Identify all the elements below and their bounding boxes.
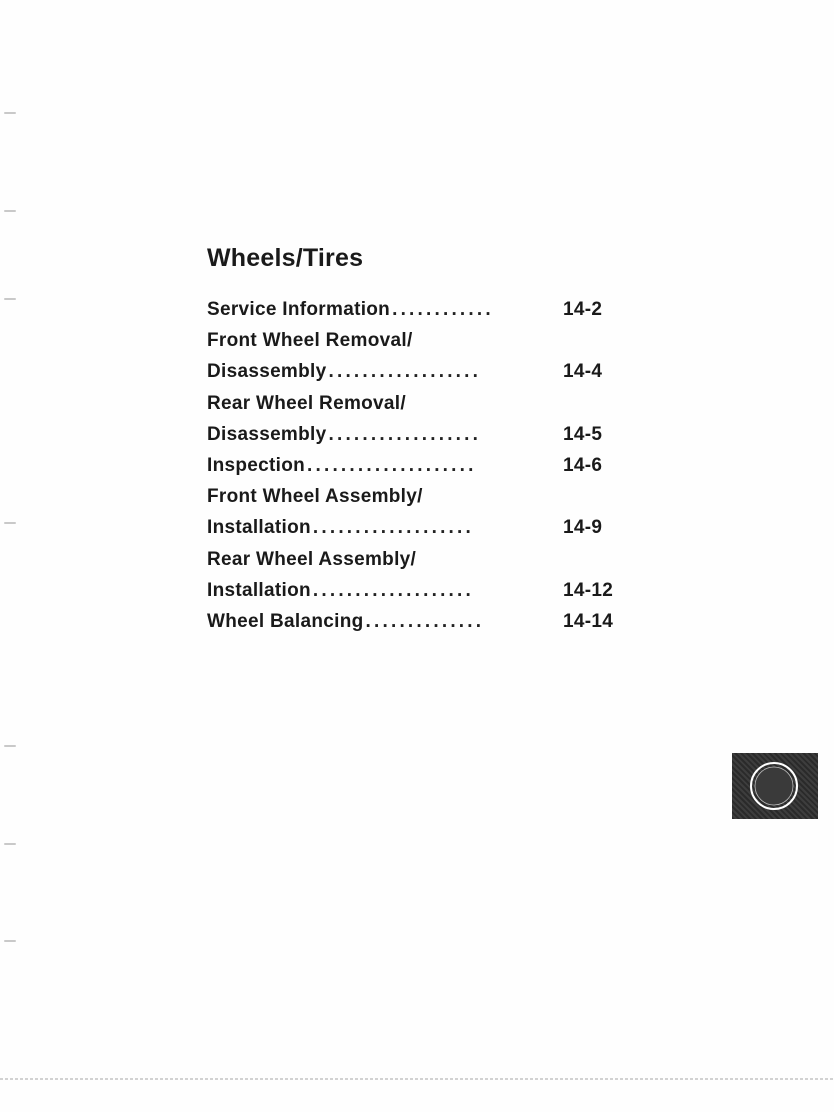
toc-entry[interactable] [207,388,627,419]
margin-mark [4,112,16,114]
toc-leader-dots: .............. [365,610,485,632]
toc-entry[interactable] [207,544,627,575]
page-bottom-edge [0,1078,834,1080]
toc-entry[interactable] [207,325,627,356]
margin-mark [4,522,16,524]
section-tab-marker [732,753,818,819]
toc-entry[interactable] [207,606,627,637]
wheel-circle-icon [732,753,818,819]
toc-entry[interactable] [207,419,627,450]
toc-entry-text: Installation [207,579,311,601]
toc-page-number: 14-4 [563,361,603,383]
toc-page-number: 14-6 [563,454,603,476]
margin-mark [4,210,16,212]
toc-entry-text: Rear Wheel Removal/ [207,392,406,414]
toc-entry[interactable] [207,575,627,606]
margin-mark [4,298,16,300]
toc-leader-dots: .................. [328,423,482,445]
toc-entry-text: Wheel Balancing [207,610,364,632]
toc-entry-text: Front Wheel Removal/ [207,330,413,352]
toc-page-number: 14-12 [563,579,614,601]
toc-entry-text: Front Wheel Assembly/ [207,486,423,508]
toc-page-number: 14-2 [563,299,603,320]
toc-leader-dots: ............ [392,299,494,320]
toc-entry-text: Disassembly [207,361,327,383]
toc-entry[interactable] [207,356,627,387]
margin-mark [4,940,16,942]
toc-entry-text: Rear Wheel Assembly/ [207,548,417,570]
toc-entry[interactable] [207,450,627,481]
toc-leader-dots: ................... [312,579,474,601]
toc-leader-dots: .................. [328,361,482,383]
toc-page-number: 14-9 [563,517,603,539]
margin-mark [4,843,16,845]
toc-entry-text: Service Information [207,299,391,320]
toc-entry[interactable] [207,294,627,325]
toc-page-number: 14-14 [563,610,614,632]
toc-page-number: 14-5 [563,423,603,445]
toc-entry[interactable] [207,481,627,512]
toc-entry-text: Disassembly [207,423,327,445]
toc-entry[interactable] [207,512,627,543]
toc-leader-dots: .................... [307,454,477,476]
table-of-contents [207,242,627,637]
toc-leader-dots: ................... [312,517,474,539]
margin-mark [4,745,16,747]
toc-entry-text: Installation [207,517,311,539]
toc-entry-text: Inspection [207,454,306,476]
section-title: Wheels/Tires [207,244,364,272]
